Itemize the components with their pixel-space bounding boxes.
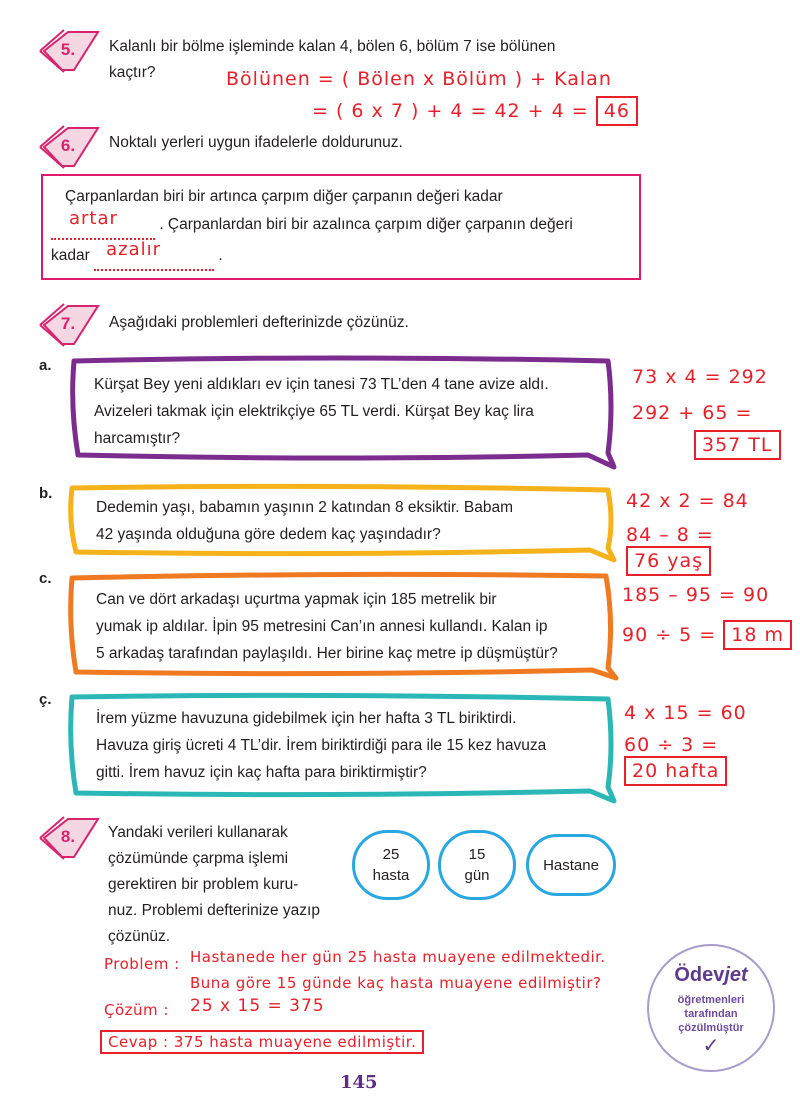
q7b-work2: 84 – 8 = xyxy=(626,524,714,546)
q5-answer-expression: = ( 6 x 7 ) + 4 = 42 + 4 = xyxy=(312,100,589,122)
q7b-work1: 42 x 2 = 84 xyxy=(626,490,749,512)
q7d-work2-row xyxy=(624,734,800,786)
q7d-work1: 4 x 15 = 60 xyxy=(624,702,747,724)
stamp-brand-a: Ödev xyxy=(674,964,725,986)
q6-line3-prefix: kadar xyxy=(51,247,90,264)
question-number-badge xyxy=(38,815,104,861)
q6-fill-box xyxy=(41,174,641,280)
question-number-badge xyxy=(38,302,104,348)
q8-question xyxy=(108,820,320,950)
q6-line2-text: . Çarpanlardan biri bir azalınca çarpım diğer çarpanın değeri xyxy=(159,216,573,233)
q7c-work2: 90 ÷ 5 = xyxy=(622,624,717,646)
q7c-text xyxy=(96,586,558,667)
q5-question-line1: Kalanlı bir bölme işleminde kalan 4, bölen 6, bölüm 7 ise bölünen xyxy=(109,38,556,55)
q8-answer: Cevap : 375 hasta muayene edilmiştir. xyxy=(100,1030,424,1054)
q6-line2 xyxy=(51,208,573,240)
q7b-work2-row xyxy=(626,524,800,576)
q7d-text xyxy=(96,705,546,786)
q8-question-line: gerektiren bir problem kuru- xyxy=(108,876,299,893)
q7a-label: a. xyxy=(39,357,52,374)
q7b-line: 42 yaşında olduğuna göre dedem kaç yaşındadır? xyxy=(96,526,441,543)
check-icon: ✓ xyxy=(702,1035,720,1057)
q7a-text xyxy=(94,371,549,452)
q7a-result: 357 TL xyxy=(694,430,781,460)
q7c-line: yumak ip aldılar. İpin 95 metresini Can’ın annesi kullandı. Kalan ip xyxy=(96,618,548,635)
q7a-work2: 292 + 65 = xyxy=(632,402,753,424)
stamp-line2: tarafından xyxy=(684,1008,738,1020)
page-number: 145 xyxy=(340,1072,378,1093)
q7c-cedilla-label: ç. xyxy=(39,691,52,708)
q7a-line: Avizeleri takmak için elektrikçiye 65 TL verdi. Kürşat Bey kaç lira xyxy=(94,403,534,420)
q7d-line: Havuza giriş ücreti 4 TL’dir. İrem biriktirdiği para ile 15 kez havuza xyxy=(96,737,547,754)
data-oval-hospital xyxy=(526,834,616,896)
q8-problem-line2: Buna göre 15 günde kaç hasta muayene edilmiştir? xyxy=(190,974,602,992)
stamp-brand-b: jet xyxy=(724,964,748,986)
data-value: Hastane xyxy=(543,856,599,874)
q8-question-line: nuz. Problemi defterinize yazıp xyxy=(108,902,320,919)
q6-question: Noktalı yerleri uygun ifadelerle doldurunuz. xyxy=(109,134,403,151)
q6-line1: Çarpanlardan biri bir artınca çarpım diğer çarpanın değeri kadar xyxy=(65,188,503,205)
stamp-brand xyxy=(649,964,773,987)
q8-solution: 25 x 15 = 375 xyxy=(190,996,325,1016)
q7d-work2: 60 ÷ 3 = xyxy=(624,734,719,756)
q7c-line: 5 arkadaş tarafından paylaşıldı. Her birine kaç metre ip düşmüştür? xyxy=(96,645,558,662)
q7a-bubble xyxy=(68,357,616,469)
q7a-line: harcamıştır? xyxy=(94,430,181,447)
q7b-label: b. xyxy=(39,485,53,502)
q8-solution-label: Çözüm : xyxy=(104,1001,169,1019)
q6-line3-suffix: . xyxy=(218,247,223,264)
q8-question-line: çözümünde çarpma işlemi xyxy=(108,850,289,867)
question-number: 5. xyxy=(60,40,76,59)
q7b-result: 76 yaş xyxy=(626,546,711,576)
q7b-line: Dedemin yaşı, babamın yaşının 2 katından 8 eksiktir. Babam xyxy=(96,499,514,516)
question-number-badge xyxy=(38,28,104,74)
q8-question-line: çözünüz. xyxy=(108,928,171,945)
data-unit: hasta xyxy=(372,867,410,884)
q8-question-line: Yandaki verileri kullanarak xyxy=(108,824,288,841)
q8-problem-line1: Hastanede her gün 25 hasta muayene edilmektedir. xyxy=(190,948,606,966)
data-oval-patients xyxy=(352,830,430,900)
q6-blank2 xyxy=(94,239,214,271)
q6-blank2-answer: azalır xyxy=(106,239,162,260)
q7b-text xyxy=(96,494,513,548)
q5-answer-line2 xyxy=(312,96,638,126)
q6-blank1 xyxy=(51,208,155,240)
q7d-bubble xyxy=(68,693,616,803)
stamp-line1: öğretmenleri xyxy=(677,994,745,1006)
question-number: 6. xyxy=(60,136,76,155)
data-unit: gün xyxy=(464,867,490,884)
question-number-badge xyxy=(38,124,104,170)
q7a-line: Kürşat Bey yeni aldıkları ev için tanesi 73 TL’den 4 tane avize aldı. xyxy=(94,376,549,393)
q7a-work1: 73 x 4 = 292 xyxy=(632,366,768,388)
q7d-result: 20 hafta xyxy=(624,756,727,786)
odevjet-stamp xyxy=(647,944,775,1072)
q7b-bubble xyxy=(68,484,616,562)
q7d-line: gitti. İrem havuz için kaç hafta para biriktirmiştir? xyxy=(96,764,427,781)
q5-answer-result: 46 xyxy=(596,96,638,126)
q8-problem-label: Problem : xyxy=(104,955,180,973)
q5-question-line2: kaçtır? xyxy=(109,64,156,81)
question-number: 8. xyxy=(60,827,76,846)
q7c-bubble xyxy=(68,572,616,680)
question-number: 7. xyxy=(60,314,76,333)
data-oval-days xyxy=(438,830,516,900)
data-value: 25 xyxy=(382,846,400,863)
q7c-result: 18 m xyxy=(723,620,792,650)
q7c-work1: 185 – 95 = 90 xyxy=(622,584,770,606)
q7c-line: Can ve dört arkadaşı uçurtma yapmak için 185 metrelik bir xyxy=(96,591,497,608)
q6-line3 xyxy=(51,239,223,271)
q7-question: Aşağıdaki problemleri defterinizde çözünüz. xyxy=(109,314,409,331)
q7c-label: c. xyxy=(39,570,52,587)
q6-blank1-answer: artar xyxy=(69,208,118,229)
data-value: 15 xyxy=(468,846,486,863)
q5-answer-line1: Bölünen = ( Bölen x Bölüm ) + Kalan xyxy=(226,68,612,90)
q7c-work2-row xyxy=(622,620,792,650)
stamp-line3: çözülmüştür xyxy=(678,1022,744,1034)
q7d-line: İrem yüzme havuzuna gidebilmek için her hafta 3 TL biriktirdi. xyxy=(96,710,517,727)
